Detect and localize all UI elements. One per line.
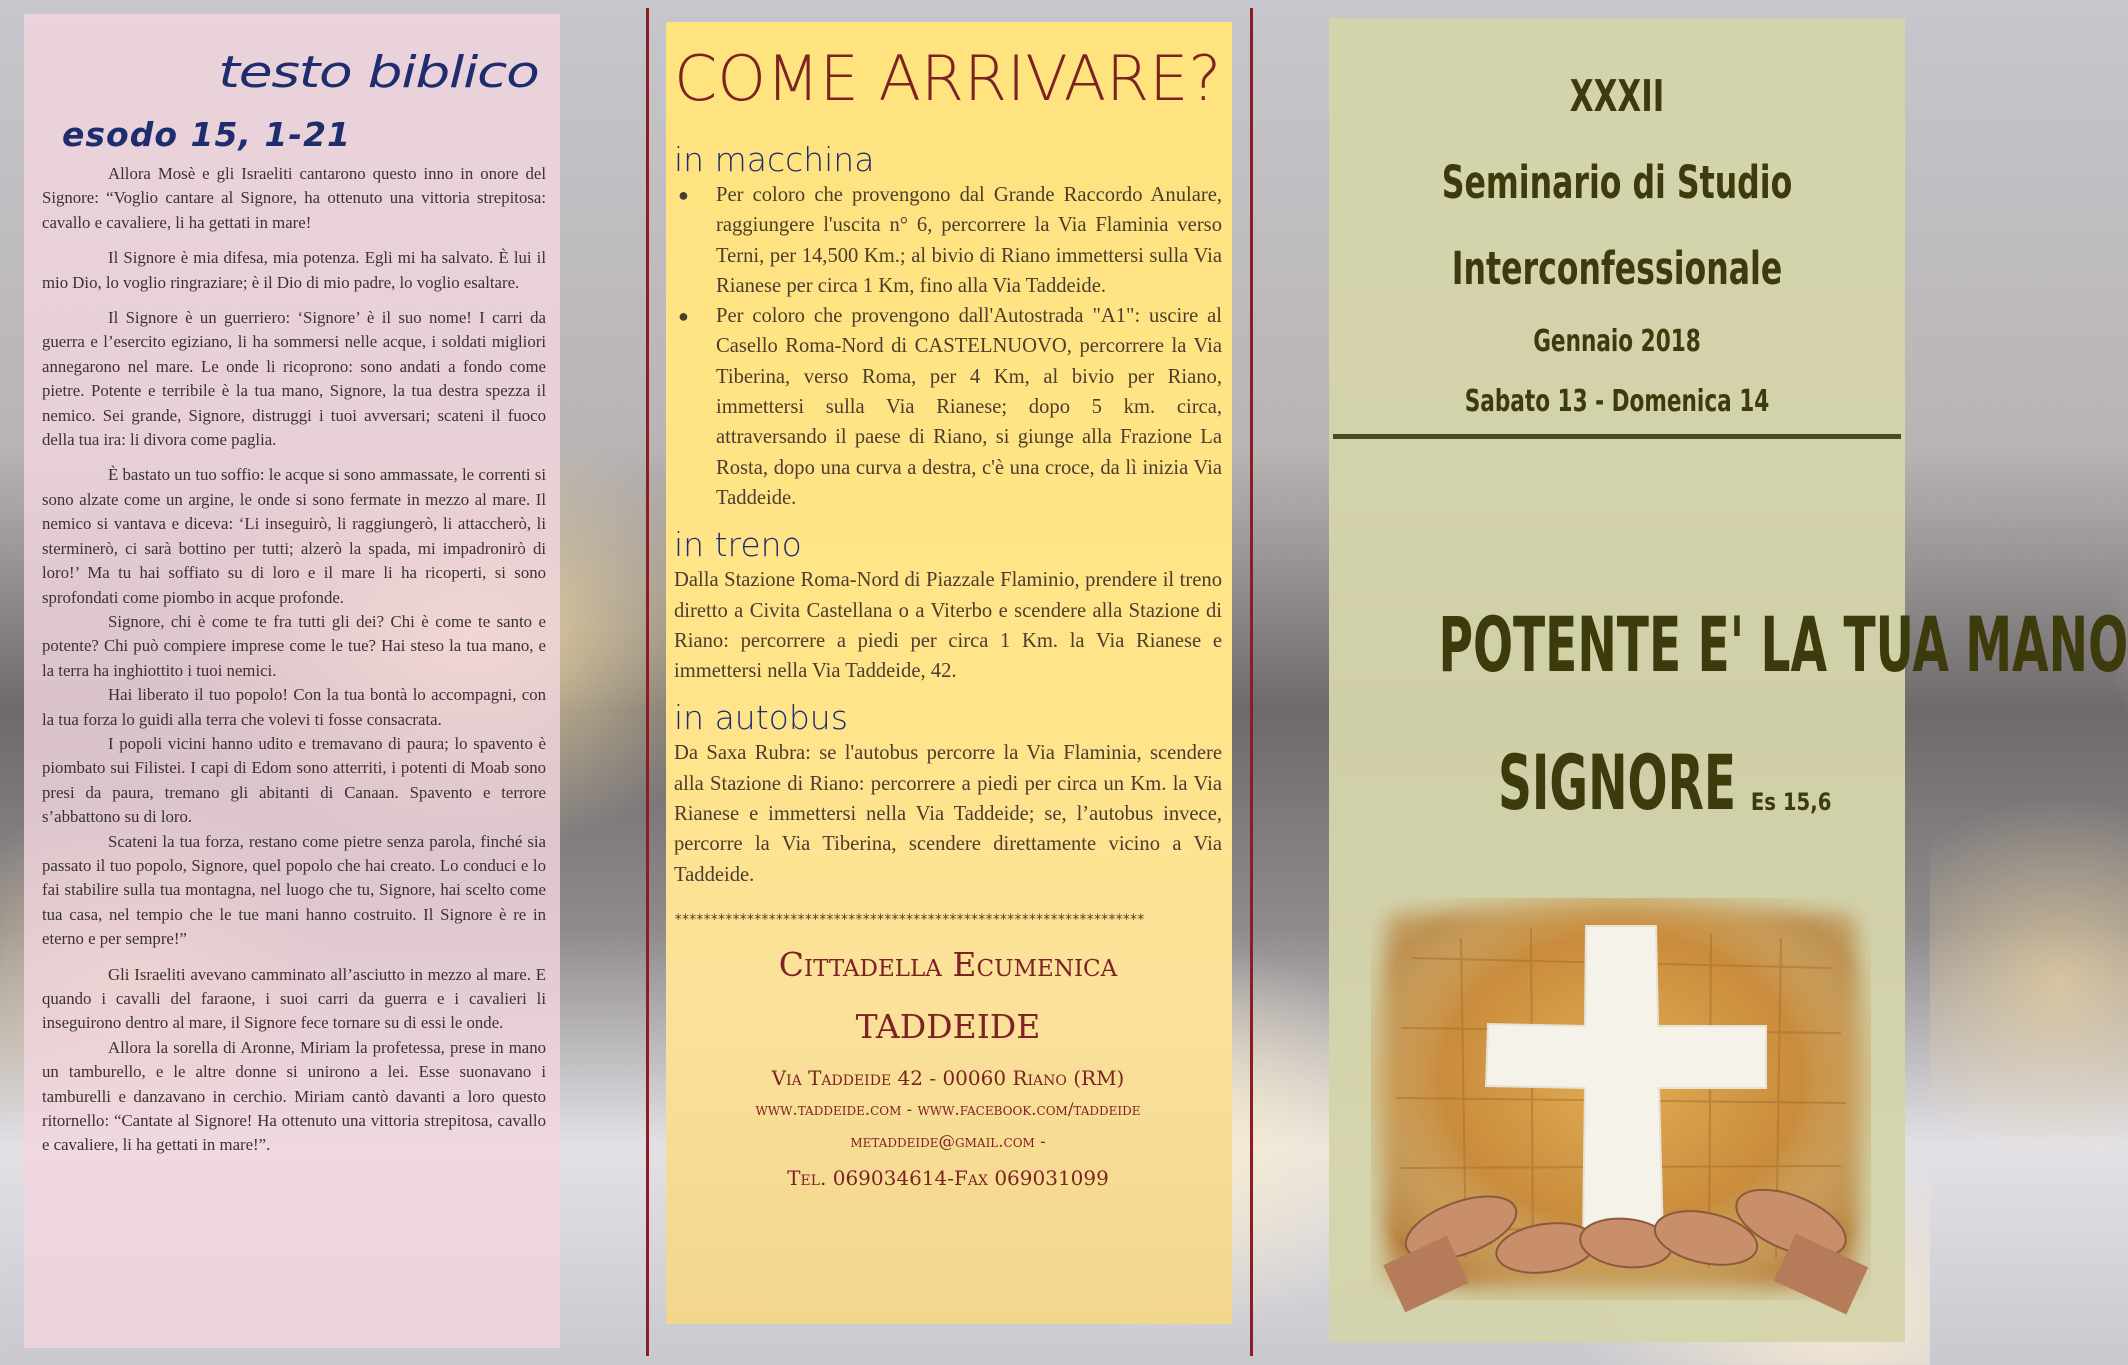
cross-and-hands-image: [1371, 898, 1871, 1300]
list-item: [674, 180, 1222, 301]
cross-and-hands-icon: [1371, 898, 1871, 1300]
seminar-days: Sabato 13 - Domenica 14: [1464, 384, 1770, 419]
header-rule: [1333, 434, 1901, 439]
bible-paragraph: Signore, chi è come te fra tutti gli dei? Chi è come te santo e potente? Chi può compiere imprese come le tue? Hai steso la tua mano, e la terra ha inghiottito i tuoi nemici.: [42, 611, 546, 680]
car-heading: in macchina: [674, 140, 875, 179]
motto-line-1: POTENTE E' LA TUA MANO: [1438, 600, 2128, 689]
divider-line-right: [1250, 8, 1253, 1356]
car-direction-text: Per coloro che provengono dall'Autostrada "A1": uscire al Casello Roma-Nord di CASTELNUOVO, percorrere la Via Tiberina, verso Roma, per 4 Km, al bivio per Riano, immettersi sulla Via Rianese; dopo 5 km. circa, attraversando il paese di Riano, si giunge alla Frazione La Rosta, dopo una curva a destra, c'è una croce, da lì inizia Via Taddeide.: [716, 305, 1222, 509]
bullet-icon: ●: [678, 185, 689, 205]
seminar-title-line2: Interconfessionale: [1451, 242, 1783, 295]
seminar-motto: [1438, 576, 2128, 852]
car-directions-list: [674, 180, 1222, 513]
bible-paragraph: Gli Israeliti avevano camminato all’asciutto in mezzo al mare. E quando i cavalli del faraone, i suoi carri da guerra e i cavalieri li inseguirono dentro al mare, il Signore fece tornare su di essi le onde.: [42, 964, 546, 1033]
seminar-header: [1329, 18, 1905, 436]
organization-name: Cittadella Ecumenica: [778, 944, 1118, 984]
bible-text-panel: [24, 14, 560, 1348]
organization-email[interactable]: metaddeide@gmail.com -: [850, 1131, 1046, 1151]
bible-paragraph: Il Signore è un guerriero: ‘Signore’ è il suo nome! I carri da guerra e l’esercito egiziano, li ha sommersi nelle acque, i soldati migliori annegarono nel mare. Le onde li ricoprono: sono andati a fondo come pietre. Potente e terribile è la tua mano, Signore, la tua destra spezza il nemico. Sei grande, Signore, distruggi i tuoi avversari; scateni il fuoco della tua ira: li divora come paglia.: [42, 308, 546, 450]
bible-paragraph: Hai liberato il tuo popolo! Con la tua bontà lo accompagni, con la tua forza lo guidi alla terra che volevi ti fosse consacrata.: [42, 685, 546, 729]
organization-address: Via Taddeide 42 - 00060 Riano (RM): [771, 1065, 1125, 1090]
bible-paragraph: È bastato un tuo soffio: le acque si sono ammassate, le correnti si sono alzate come un argine, le onde si sono fermate in mezzo al mare. Il nemico si vantava e diceva: ‘Li inseguirò, li raggiungerò, li attaccherò, li sterminerò, ci sarà bottino per tutti; alzerò la spada, mi impadronirò di loro!’ Ma tu hai soffiato su di loro e il mare li ha ricoperti, si sono sprofondati come piombo in acque profonde.: [42, 465, 546, 607]
list-item: [674, 301, 1222, 513]
motto-reference: Es 15,6: [1750, 788, 1832, 816]
train-heading: in treno: [674, 525, 802, 565]
organization-phone: Tel. 069034614-Fax 069031099: [787, 1165, 1109, 1190]
asterisk-separator: *****************************************************************: [674, 911, 1144, 928]
motto-line-2: SIGNORE: [1497, 738, 1737, 827]
organization-websites[interactable]: www.taddeide.com - www.facebook.com/taddeide: [755, 1099, 1141, 1119]
train-directions: Dalla Stazione Roma-Nord di Piazzale Flaminio, prendere il treno diretto a Civita Castellana o a Viterbo e scendere alla Stazione di Riano: percorrere a piedi per circa 1 Km. la Via Rianese e immettersi nella Via Taddeide, 42.: [674, 569, 1222, 683]
bible-paragraph: Allora Mosè e gli Israeliti cantarono questo inno in onore del Signore: “Voglio cantare al Signore, ha ottenuto una vittoria strepitosa: cavallo e cavaliere, li ha gettati in mare!: [42, 164, 546, 232]
bullet-icon: ●: [678, 306, 689, 327]
bible-paragraph: Allora la sorella di Aronne, Miriam la profetessa, prese in mano un tamburello, e le altre donne si unirono a lei. Esse suonavano i tamburelli e danzavano in cerchio. Miriam cantò davanti a loro questo ritornello: “Cantate al Signore! Ha ottenuto una vittoria strepitosa, cavallo e cavaliere, li ha gettati in mare!”.: [42, 1037, 546, 1155]
seminar-title-line1: Seminario di Studio: [1441, 156, 1793, 209]
divider-line-left: [646, 8, 649, 1356]
bible-passage: [42, 162, 546, 1158]
bus-heading: in autobus: [674, 698, 848, 738]
directions-panel: [666, 22, 1232, 1324]
bible-section-title: testo biblico: [218, 47, 539, 98]
cover-panel: [1329, 18, 2128, 1342]
bible-paragraph: I popoli vicini hanno udito e tremavano di paura; lo spavento è piombato sui Filistei. I capi di Edom sono atterriti, i potenti di Moab sono presi da paura, tremano gli abitanti di Canaan. Spavento e terrore s’abbattono su di loro.: [42, 733, 546, 827]
seminar-number: XXXII: [1569, 71, 1665, 122]
bible-paragraph: Il Signore è mia difesa, mia potenza. Egli mi ha salvato. È lui il mio Dio, lo voglio ringraziare; è il Dio di mio padre, lo voglio esaltare.: [42, 248, 546, 292]
bible-paragraph: Scateni la tua forza, restano come pietre senza parola, finché sia passato il tuo popolo, Signore, quel popolo che hai creato. Lo conduci e lo fai stabilire sulla tua montagna, nel luogo che tu, Signore, hai scelto come tua casa, nel tempio che le tue mani hanno costruito. Il Signore è re in eterno e per sempre!”: [42, 831, 546, 949]
seminar-date: Gennaio 2018: [1533, 324, 1701, 359]
car-direction-text: Per coloro che provengono dal Grande Raccordo Anulare, raggiungere l'uscita n° 6, percorrere la Via Flaminia verso Terni, per 14,500 Km.; al bivio di Riano immettersi sulla Via Rianese per circa 1 Km, fino alla Via Taddeide.: [716, 184, 1222, 297]
bible-reference: esodo 15, 1-21: [62, 115, 352, 154]
bus-directions: Da Saxa Rubra: se l'autobus percorre la Via Flaminia, scendere alla Stazione di Riano: percorrere a piedi per circa un Km. la Via Rianese e immettersi nella Via Taddeide; se, l’autobus invece, percorre la Via Tiberina, scendere direttamente vicino a Via Taddeide.: [674, 742, 1222, 886]
directions-title: COME ARRIVARE?: [674, 42, 1222, 115]
organization-block: [674, 934, 1222, 1194]
organization-name-taddeide: TADDEIDE: [855, 1006, 1041, 1046]
